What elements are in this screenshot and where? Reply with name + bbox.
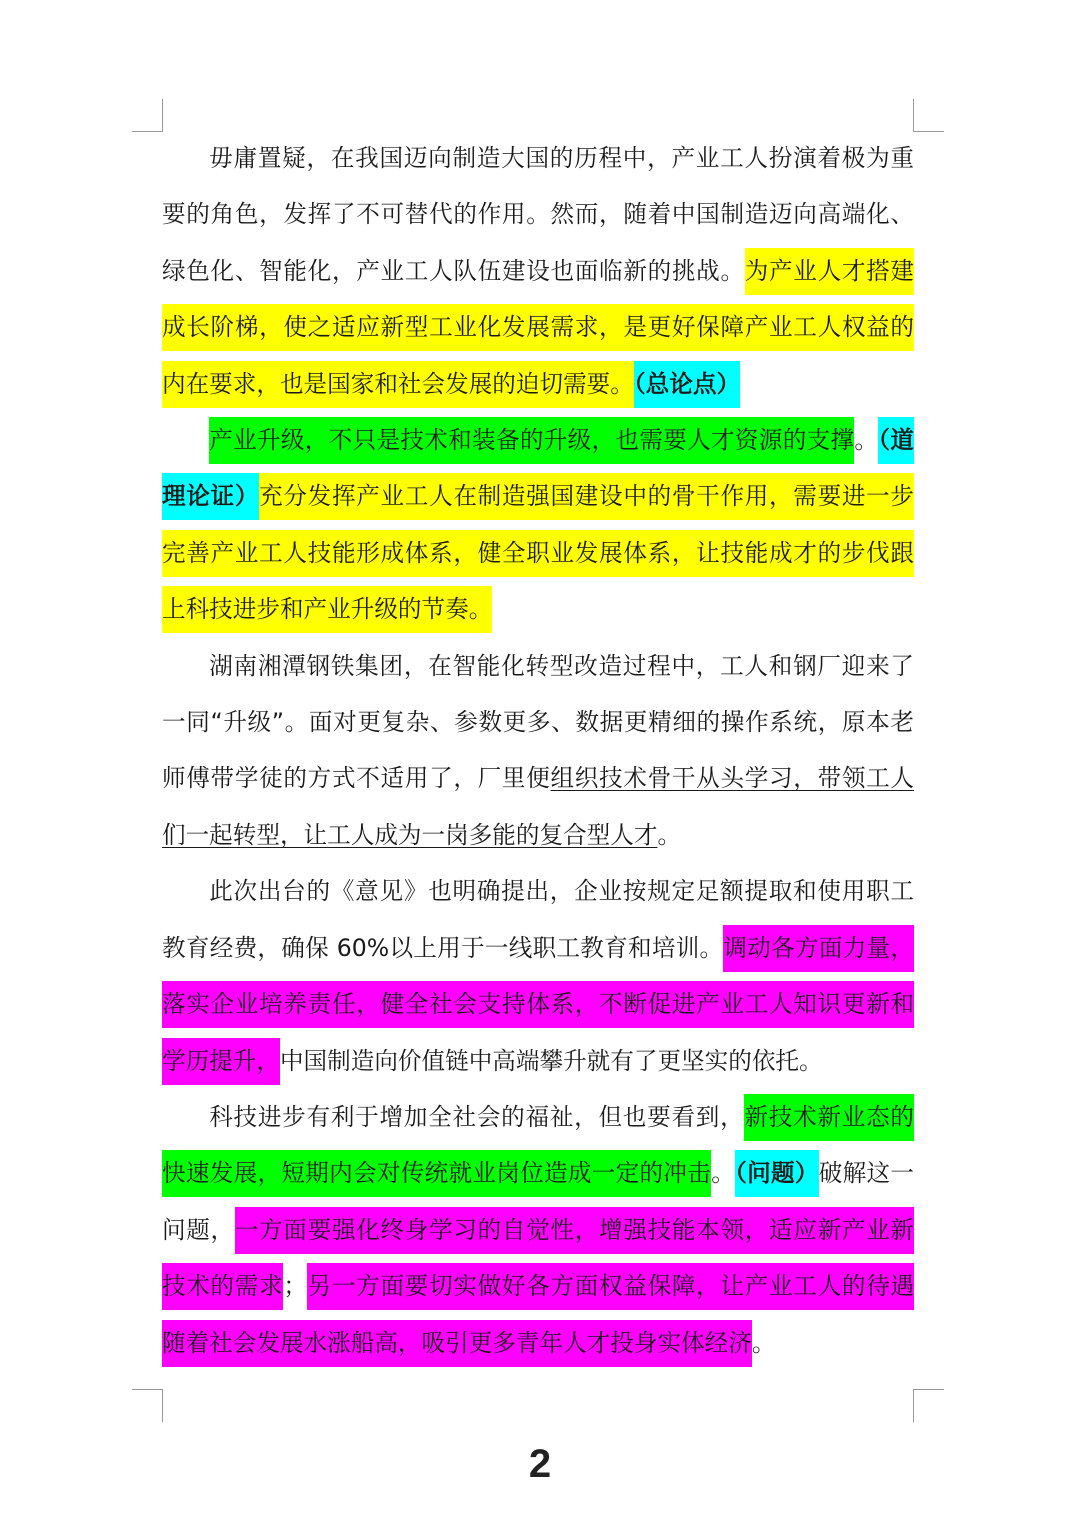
paragraph-5 [162,1089,914,1371]
highlight-yellow: 充分发挥产业工人在制造强国建设中的骨干作用，需要进一步完善产业工人技能形成体系，健全职业发展体系，让技能成才的步伐跟上科技进步和产业升级的节奏。 [162,473,914,633]
highlight-magenta: 一方面要强化终身学习的自觉性，增强技能本领，适应新产业新技术的需求 [162,1207,914,1310]
text-segment: ； [283,1272,307,1301]
highlight-yellow: 为产业人才搭建成长阶梯，使之适应新型工业化发展需求，是更好保障产业工人权益的内在要求，也是国家和社会发展的迫切需要。 [162,248,914,408]
text-segment: 破解这一问题， [162,1159,915,1244]
highlight-green: 新技术新业态的快速发展，短期内会对传统就业岗位造成一定的冲击 [162,1094,914,1197]
text-segment: 。 [854,426,879,455]
highlight-green: 产业升级，不只是技术和装备的升级，也需要人才资源的支撑 [209,417,854,464]
annotation-thesis-label: （总论点） [634,361,740,408]
text-segment: 。 [711,1159,736,1188]
text-segment: 湖南湘潭钢铁集团，在智能化转型改造过程中，工人和钢厂迎来了一同“升级”。面对更复杂、参数更多、数据更精细的操作系统，原本老师傅带学徒的方式不适用了，厂里便 [162,651,914,793]
annotation-reasoning-label: （道理论证） [162,417,914,520]
paragraph-1 [162,130,914,412]
page-corner-mark-top-left [132,99,163,132]
text-segment: 科技进步有利于增加全社会的福祉，但也要看到， [209,1102,745,1131]
annotation-problem-label: （问题） [735,1150,819,1197]
highlight-magenta: 另一方面要切实做好各方面权益保障，让产业工人的待遇随着社会发展水涨船高，吸引更多青年人才投身实体经济 [162,1263,914,1366]
page-corner-mark-bottom-left [132,1389,163,1422]
text-segment: 毋庸置疑，在我国迈向制造大国的历程中，产业工人扮演着极为重要的角色，发挥了不可替代的作用。然而，随着中国制造迈向高端化、绿色化、智能化，产业工人队伍建设也面临新的挑战。 [162,144,914,285]
text-segment: 。 [657,820,682,849]
highlight-magenta: 调动各方面力量，落实企业培养责任，健全社会支持体系，不断促进产业工人知识更新和学历提升， [162,925,914,1085]
text-segment: 。 [751,1328,776,1357]
page-corner-mark-bottom-right [913,1389,944,1422]
text-segment: 中国制造向价值链中高端攀升就有了更坚实的依托。 [279,1046,823,1075]
paragraph-2 [162,412,914,638]
underlined-text: 组织技术骨干从头学习，带领工人们一起转型，让工人成为一岗多能的复合型人才 [162,764,914,849]
paragraph-4 [162,863,914,1089]
page-corner-mark-top-right [913,99,944,132]
text-segment: 此次出台的《意见》也明确提出，企业按规定足额提取和使用职工教育经费，确保 60%以上用于一线职工教育和培训。 [162,877,914,962]
document-body [162,130,914,1371]
paragraph-3 [162,638,914,864]
page-number: 2 [528,1442,552,1486]
